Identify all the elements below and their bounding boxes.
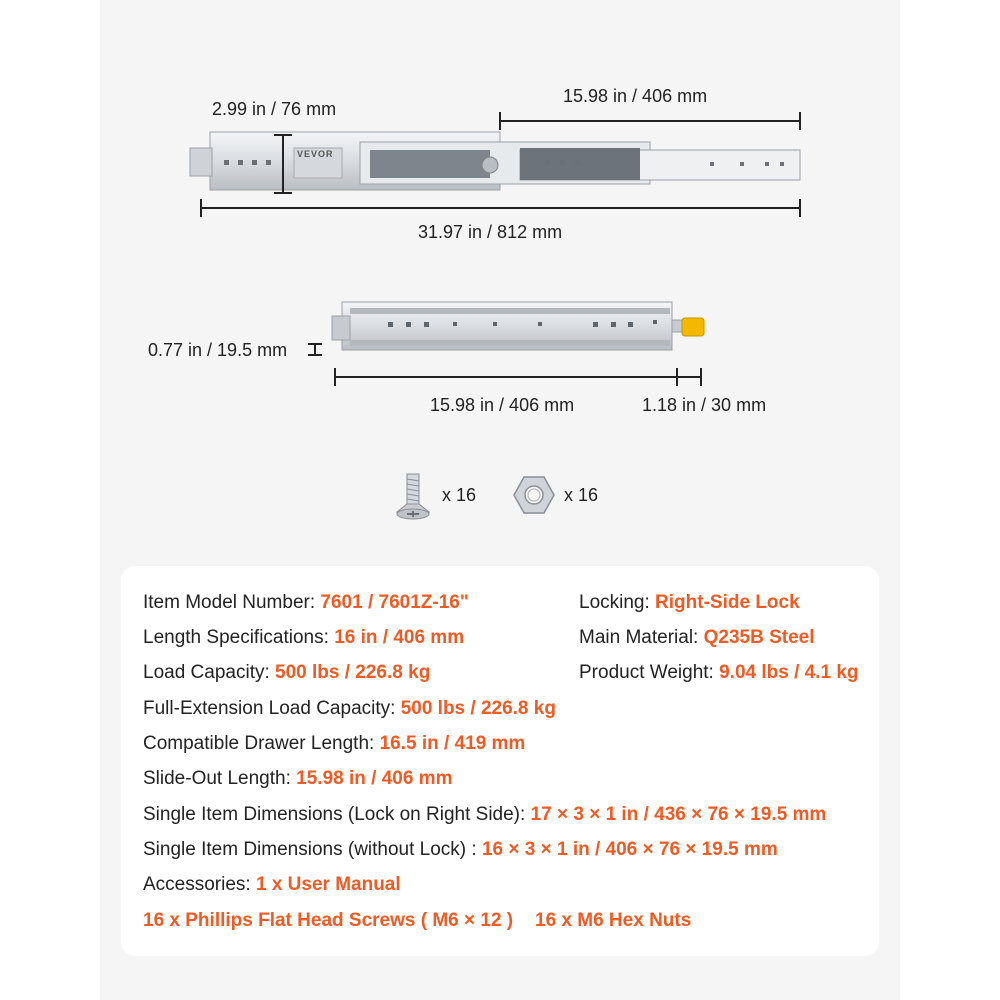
specifications-card [121, 566, 879, 956]
closed-slide-image [328, 298, 708, 358]
spec-screws: 16 x Phillips Flat Head Screws ( M6 × 12 ) [143, 910, 514, 931]
spec-dimensions-without-lock: Single Item Dimensions (without Lock) : 16 × 3 × 1 in / 406 × 76 × 19.5 mm [143, 839, 778, 860]
height-dimension-line [282, 134, 284, 194]
spec-locking: Locking: Right-Side Lock [579, 592, 800, 613]
spec-full-extension-load: Full-Extension Load Capacity: 500 lbs / 226.8 kg [143, 698, 556, 719]
spec-drawer-length: Compatible Drawer Length: 16.5 in / 419 mm [143, 733, 526, 754]
spec-slide-out-length: Slide-Out Length: 15.98 in / 406 mm [143, 768, 453, 789]
spec-dimensions-with-lock: Single Item Dimensions (Lock on Right Side): 17 × 3 × 1 in / 436 × 76 × 19.5 mm [143, 804, 827, 825]
screw-quantity: x 16 [442, 485, 477, 505]
spec-model-number: Item Model Number: 7601 / 7601Z-16" [143, 592, 469, 613]
height-dimension-label: 2.99 in / 76 mm [212, 99, 337, 119]
spec-length: Length Specifications: 16 in / 406 mm [143, 627, 465, 648]
hex-nut-icon [513, 475, 555, 515]
extension-dimension-line [499, 120, 801, 122]
overall-dimension-line [200, 207, 801, 209]
spec-load-capacity: Load Capacity: 500 lbs / 226.8 kg [143, 662, 431, 683]
overall-dimension-label: 31.97 in / 812 mm [418, 222, 563, 242]
spec-product-weight: Product Weight: 9.04 lbs / 4.1 kg [579, 662, 859, 683]
lock-dimension-label: 1.18 in / 30 mm [642, 395, 767, 415]
brand-mark: VEVOR [297, 149, 334, 159]
extension-dimension-label: 15.98 in / 406 mm [563, 86, 708, 106]
length-dimension-label: 15.98 in / 406 mm [430, 395, 575, 415]
nut-quantity: x 16 [564, 485, 599, 505]
thickness-dimension-label: 0.77 in / 19.5 mm [148, 340, 288, 360]
length-dimension-line [334, 376, 702, 378]
spec-accessories: Accessories: 1 x User Manual [143, 874, 401, 895]
spec-main-material: Main Material: Q235B Steel [579, 627, 815, 648]
screw-icon [395, 472, 431, 520]
spec-hex-nuts: 16 x M6 Hex Nuts [535, 910, 692, 931]
